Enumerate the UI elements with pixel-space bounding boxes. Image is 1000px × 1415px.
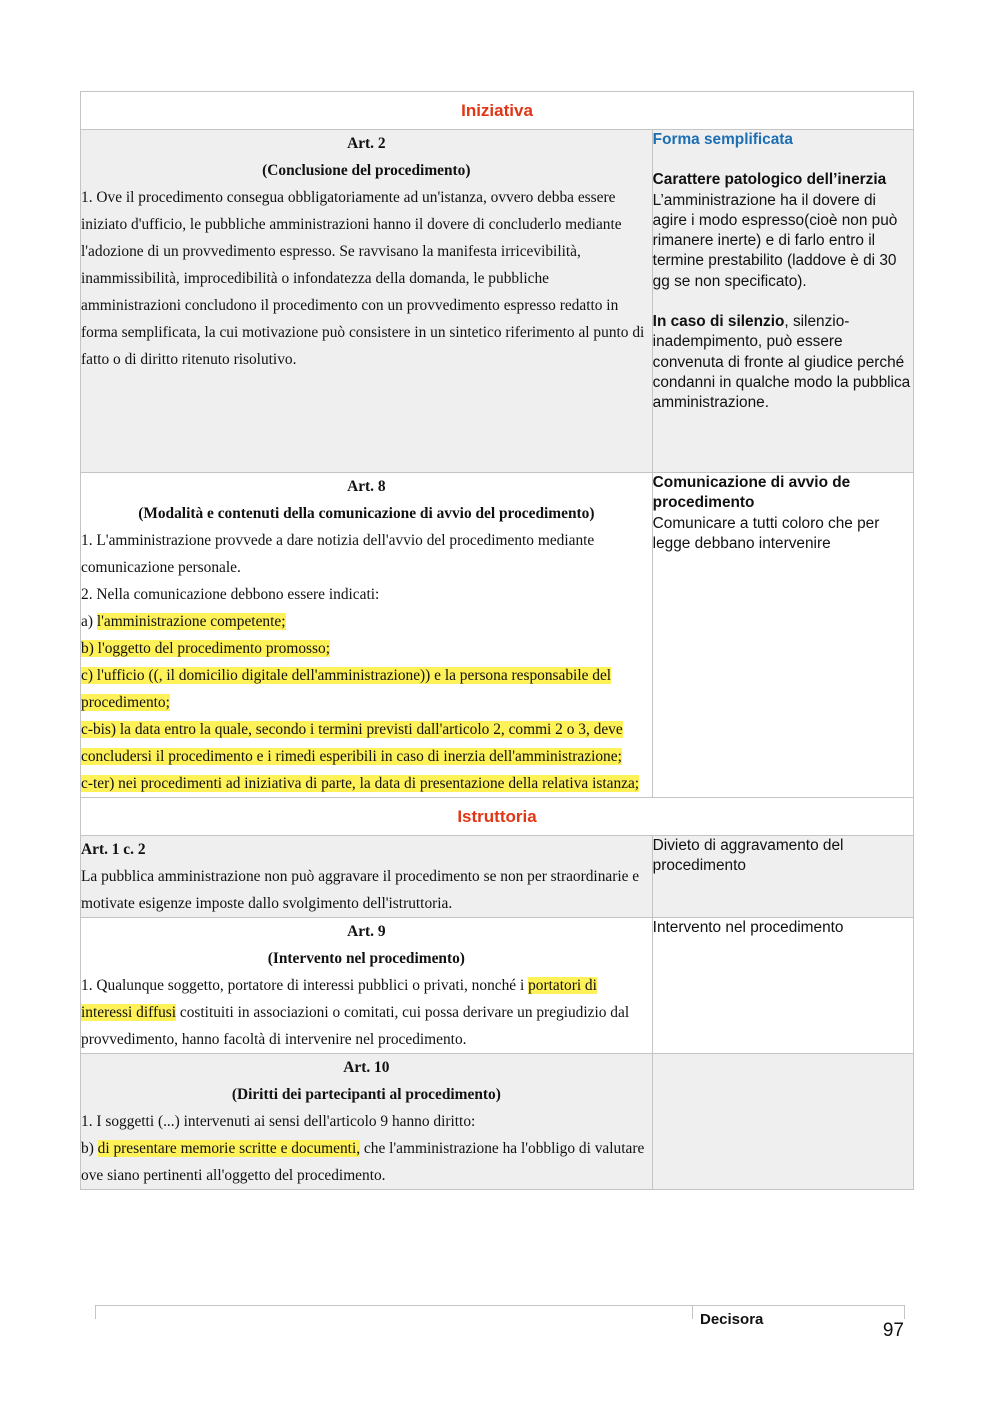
note-bold-phrase: In caso di silenzio — [652, 313, 785, 331]
column-divider — [692, 1306, 693, 1319]
highlighted-text: di presentare memorie scritte e documenti, — [97, 1140, 361, 1157]
section-header-iniziativa — [81, 92, 914, 130]
article-list-item — [81, 635, 652, 662]
page-number: 97 — [882, 1320, 904, 1341]
table-row-art8 — [81, 473, 914, 798]
note-text — [653, 312, 913, 413]
note-text: Intervento nel procedimento — [652, 919, 844, 936]
article-paragraph: 1. I soggetti (...) intervenuti ai sensi dell'articolo 9 hanno diritto: — [81, 1113, 476, 1130]
article-title: Art. 8 — [347, 478, 386, 495]
article-list-item — [81, 662, 652, 716]
note-text-tail: , silenzio-inadempimento, può essere convenuta di fronte al giudice perché condanni in qualche modo la pubblica amministrazione. — [652, 313, 911, 412]
article-list-item: a) l'amministrazione competente; — [81, 613, 286, 630]
note-cell — [652, 918, 913, 1054]
article-paragraph: 2. Nella comunicazione debbono essere indicati: — [81, 586, 380, 603]
note-subheading: Carattere patologico dell’inerzia — [652, 171, 887, 189]
section-header-istruttoria — [81, 798, 914, 836]
article-text-cell — [81, 836, 653, 918]
article-text-cell — [81, 130, 653, 473]
note-heading: Forma semplificata — [652, 131, 793, 148]
article-text-cell — [81, 473, 653, 798]
article-title: Art. 2 — [347, 135, 386, 152]
article-text-cell — [81, 918, 653, 1054]
next-table-fragment — [95, 1305, 905, 1328]
law-summary-table — [80, 91, 914, 1190]
article-text-cell — [81, 1054, 653, 1190]
article-title: Art. 1 c. 2 — [81, 841, 146, 858]
article-title: Art. 9 — [347, 923, 386, 940]
note-text: L’amministrazione ha il dovere di agire i modo espresso(cioè non può rimanere inerte) e di farlo entro il termine prestabilito (laddove è di 30 gg se non specificato). — [652, 191, 898, 290]
note-heading: Comunicazione di avvio de procedimento — [652, 474, 851, 512]
note-cell — [652, 130, 913, 473]
table-row-art2 — [81, 130, 914, 473]
highlighted-text: c) l'ufficio ((, il domicilio digitale dell'amministrazione)) e la persona responsabile del procedimento; — [81, 667, 612, 711]
table-row-art9 — [81, 918, 914, 1054]
note-cell — [652, 1054, 913, 1190]
cut-off-label: Decisora — [700, 1311, 764, 1328]
highlighted-text: c-ter) nei procedimenti ad iniziativa di parte, la data di presentazione della relativa istanza; — [81, 775, 640, 792]
article-subtitle: (Diritti dei partecipanti al procedimento) — [231, 1086, 501, 1103]
article-paragraph: 1. L'amministrazione provvede a dare notizia dell'avvio del procedimento mediante comunicazione personale. — [81, 532, 595, 576]
section-title: Iniziativa — [81, 92, 914, 130]
note-text: Divieto di aggravamento del procedimento — [652, 837, 844, 875]
article-list-item — [81, 716, 652, 770]
highlighted-text: c-bis) la data entro la quale, secondo i termini previsti dall'articolo 2, commi 2 o 3, deve concludersi il procedimento e i rimedi esperibili in caso di inerzia dell'amministrazione; — [81, 721, 623, 765]
note-cell — [652, 473, 913, 798]
article-subtitle: (Conclusione del procedimento) — [262, 162, 471, 179]
highlighted-text: b) l'oggetto del procedimento promosso; — [81, 640, 330, 657]
highlighted-text: portatori di interessi diffusi — [81, 977, 597, 1021]
article-paragraph: 1. Ove il procedimento consegua obbligatoriamente ad un'istanza, ovvero debba essere iniziato d'ufficio, le pubbliche amministrazioni hanno il dovere di concluderlo mediante l'adozione di un provvedimento espresso. Se ravvisano la manifesta irricevibilità, inammissibilità, improcedibilità o infondatezza della domanda, le pubbliche amministrazioni concludono il procedimento con un provvedimento espresso redatto in forma semplificata, la cui motivazione può consistere in un sintetico riferimento al punto di fatto o di diritto ritenuto risolutivo. — [81, 189, 645, 368]
table-row-art10 — [81, 1054, 914, 1190]
article-list-item: b) di presentare memorie scritte e documenti, che l'amministrazione ha l'obbligo di valutare ove siano pertinenti all'oggetto del procedimento. — [81, 1140, 645, 1184]
article-subtitle: (Intervento nel procedimento) — [267, 950, 465, 967]
highlighted-text: l'amministrazione competente; — [96, 613, 286, 630]
article-paragraph: La pubblica amministrazione non può aggravare il procedimento se non per straordinarie e motivate esigenze imposte dallo svolgimento dell'istruttoria. — [81, 868, 640, 912]
table-row-art1c2 — [81, 836, 914, 918]
article-list-item — [81, 770, 652, 797]
article-paragraph: 1. Qualunque soggetto, portatore di interessi pubblici o privati, nonché i portatori di interessi diffusi costituiti in associazioni o comitati, cui possa derivare un pregiudizio dal provvedimento, hanno facoltà di intervenire nel procedimento. — [81, 977, 630, 1048]
article-subtitle: (Modalità e contenuti della comunicazione di avvio del procedimento) — [138, 505, 595, 522]
note-text: Comunicare a tutti coloro che per legge debbano intervenire — [652, 514, 880, 552]
note-cell — [652, 836, 913, 918]
article-title: Art. 10 — [343, 1059, 390, 1076]
section-title: Istruttoria — [81, 798, 914, 836]
